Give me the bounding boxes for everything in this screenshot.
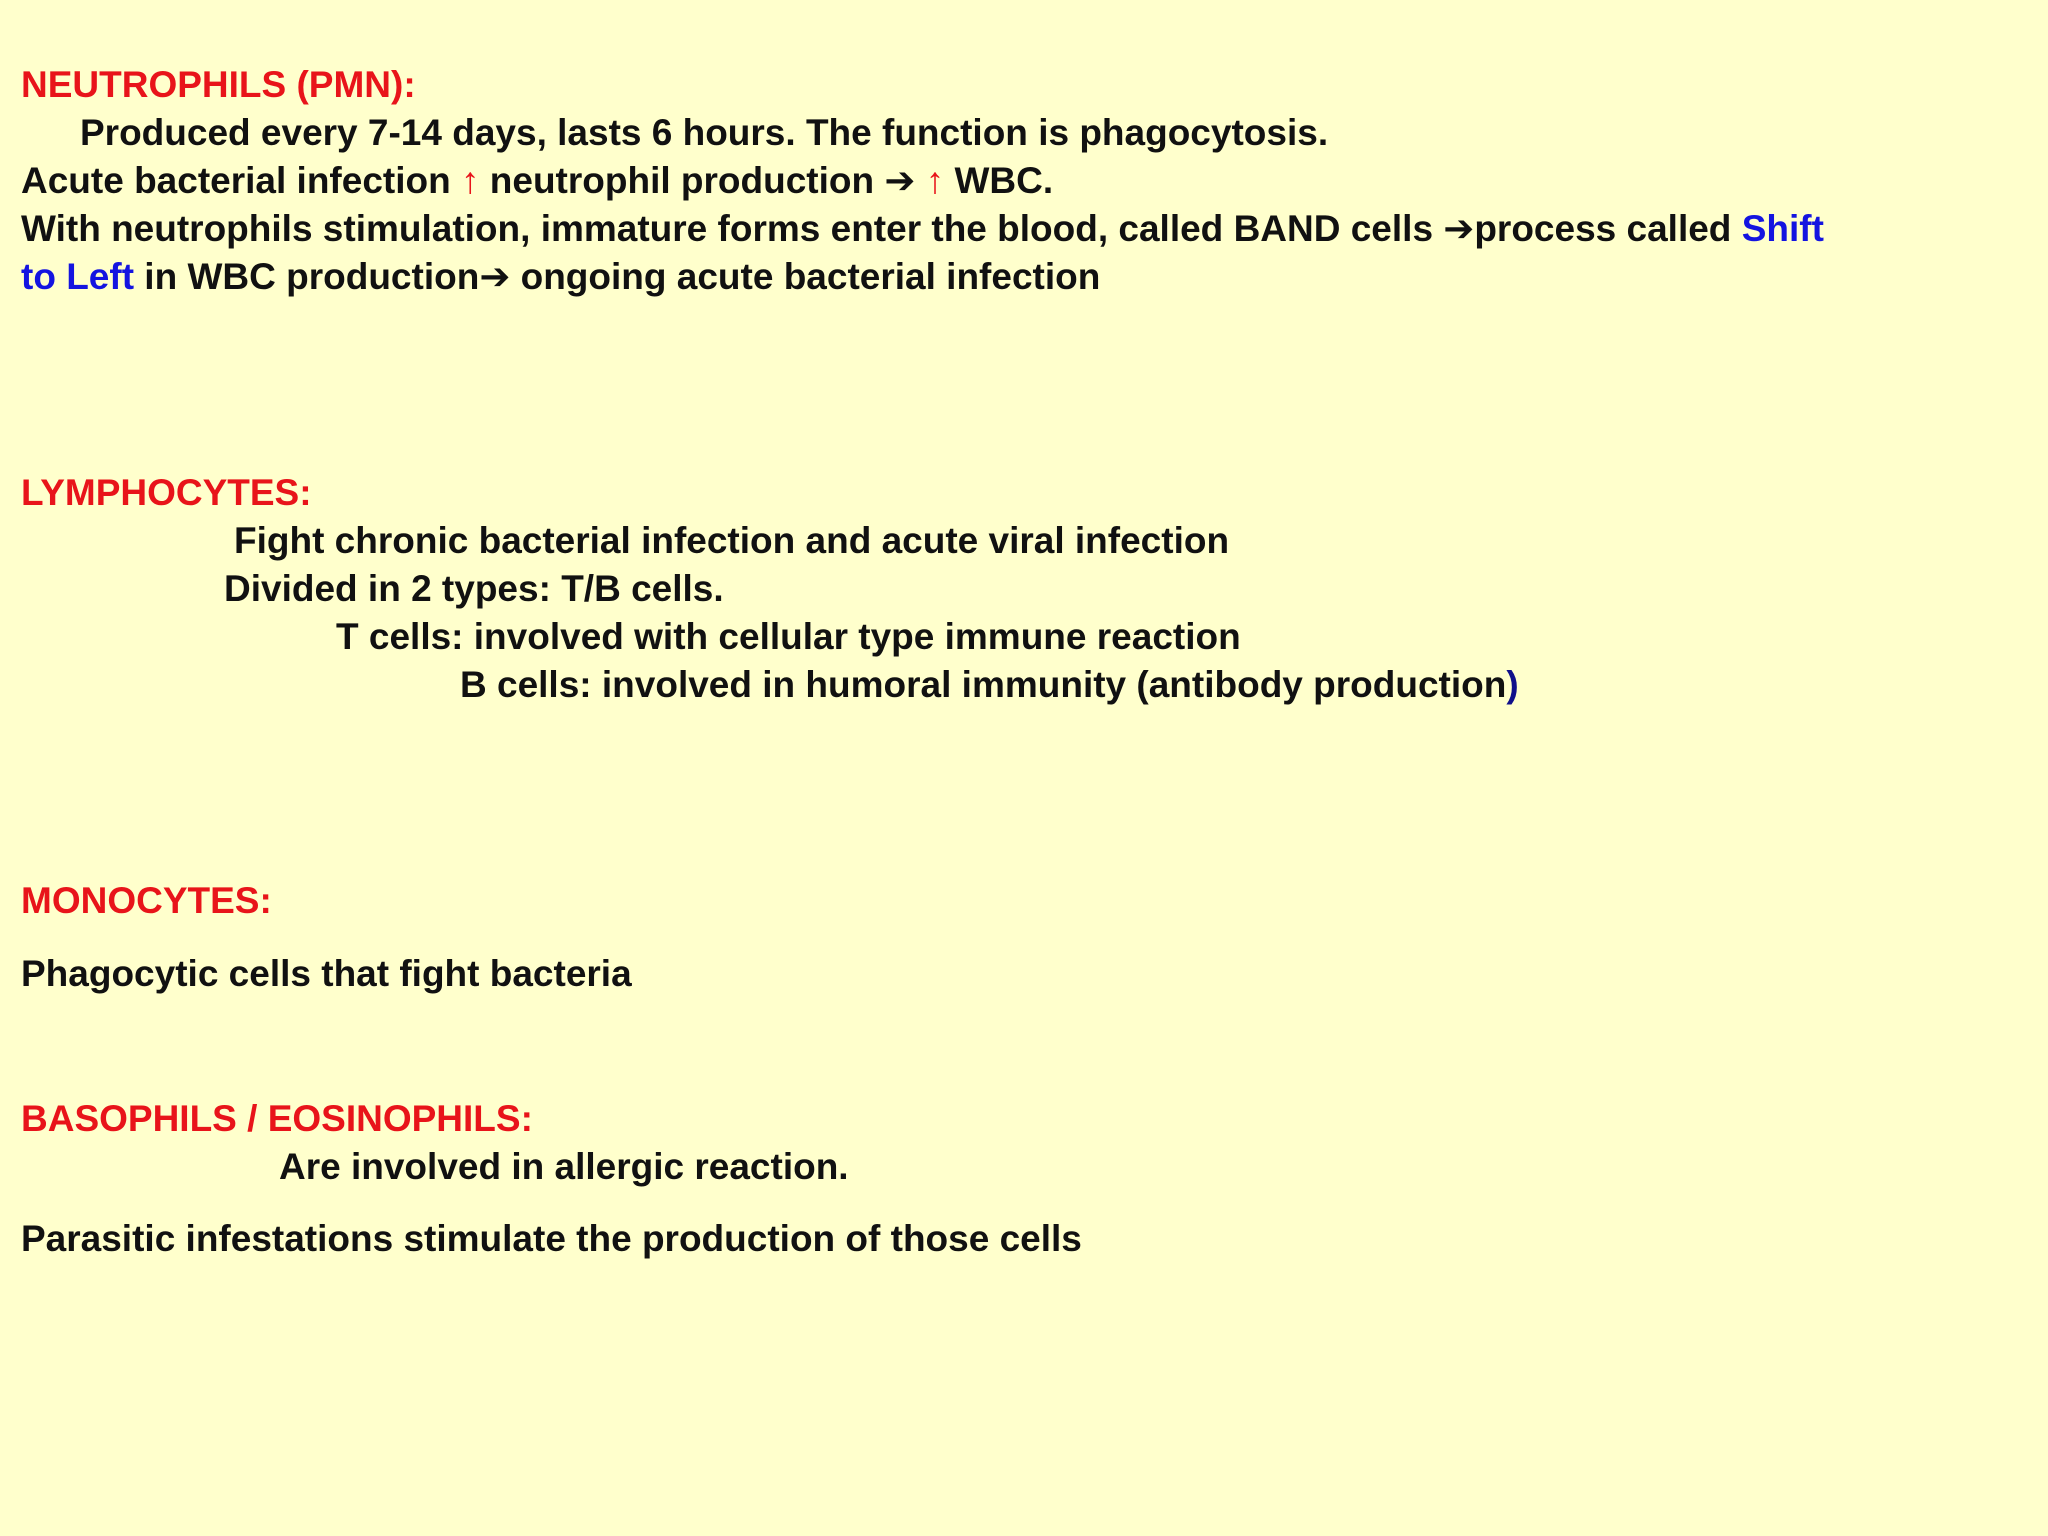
neutrophils-line-3-text-a: With neutrophils stimulation, immature forms enter the blood, called BAND cells xyxy=(21,208,1444,249)
lymphocytes-heading: LYMPHOCYTES: xyxy=(21,472,312,513)
neutrophils-line-4-text-b: in WBC production xyxy=(134,256,480,297)
neutrophils-line-2-text-a: Acute bacterial infection xyxy=(21,160,461,201)
basophils-heading: BASOPHILS / EOSINOPHILS: xyxy=(21,1098,533,1139)
neutrophils-heading: NEUTROPHILS (PMN): xyxy=(21,64,416,105)
to-left-term: to Left xyxy=(21,256,135,297)
monocytes-heading: MONOCYTES: xyxy=(21,880,272,921)
lymphocytes-line-2: Divided in 2 types: T/B cells. xyxy=(224,568,724,609)
neutrophils-line-2 xyxy=(21,157,1053,205)
neutrophils-line-3-text-b: process called xyxy=(1474,208,1742,249)
lymphocytes-line-3: T cells: involved with cellular type immune reaction xyxy=(336,616,1241,657)
neutrophils-line-4-text-c: ongoing acute bacterial infection xyxy=(510,256,1101,297)
closing-paren: ) xyxy=(1506,664,1519,705)
neutrophils-line-4 xyxy=(21,253,1100,301)
right-arrow-icon: ➔ xyxy=(884,159,916,202)
lymphocytes-line-4 xyxy=(460,661,1519,709)
neutrophils-line-2-text-c: WBC. xyxy=(944,160,1054,201)
lymphocytes-line-4-text: B cells: involved in humoral immunity (antibody production xyxy=(460,664,1507,705)
shift-term: Shift xyxy=(1741,208,1824,249)
neutrophils-line-2-text-b: neutrophil production xyxy=(479,160,885,201)
neutrophils-line-3 xyxy=(21,205,1824,253)
up-arrow-icon: ↑ xyxy=(461,160,480,201)
right-arrow-icon: ➔ xyxy=(1443,207,1475,250)
neutrophils-line-1: Produced every 7-14 days, lasts 6 hours. The function is phagocytosis. xyxy=(80,112,1329,153)
basophils-line-2: Parasitic infestations stimulate the production of those cells xyxy=(21,1218,1082,1259)
up-arrow-icon: ↑ xyxy=(925,160,945,201)
right-arrow-icon: ➔ xyxy=(479,255,511,298)
lymphocytes-line-1: Fight chronic bacterial infection and acute viral infection xyxy=(234,520,1230,561)
basophils-line-1: Are involved in allergic reaction. xyxy=(279,1146,849,1187)
monocytes-line-1: Phagocytic cells that fight bacteria xyxy=(21,953,632,994)
